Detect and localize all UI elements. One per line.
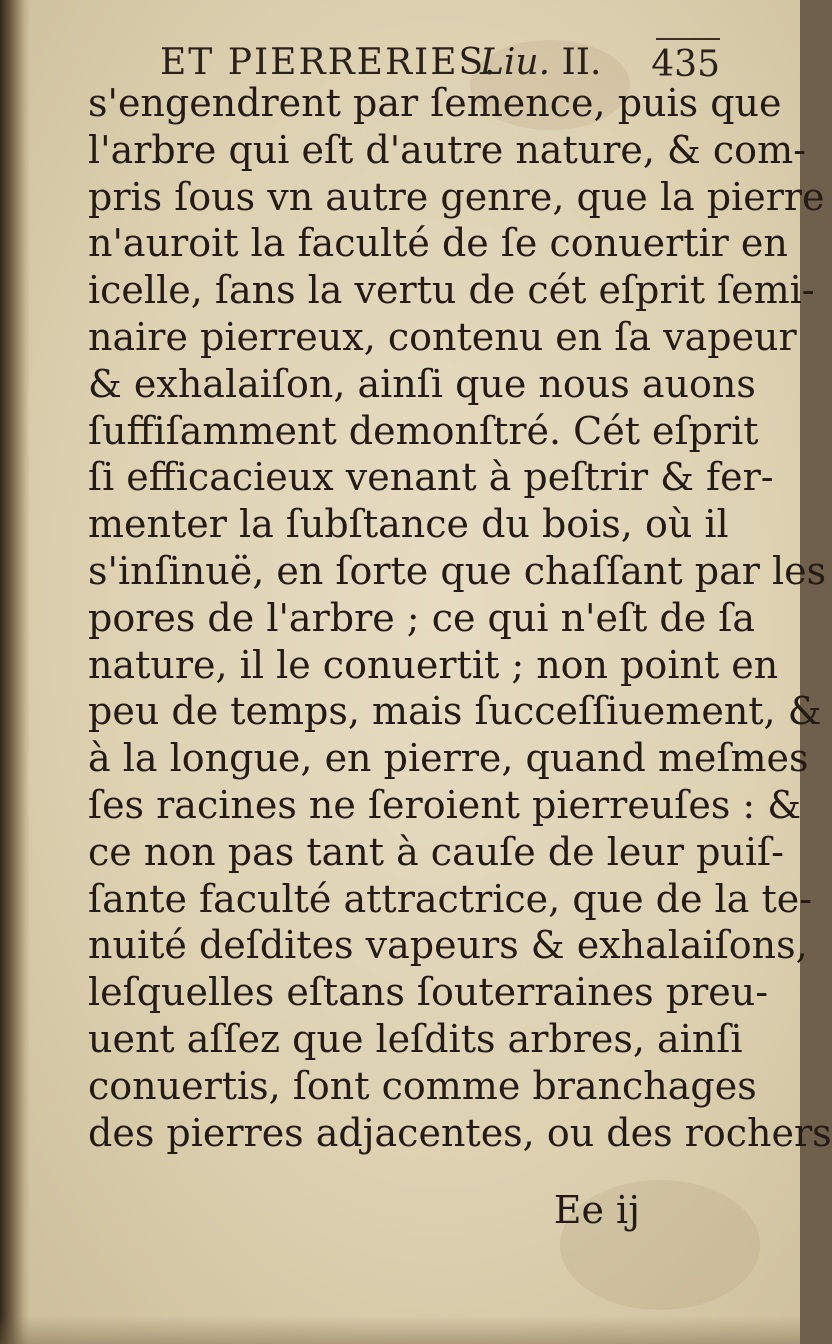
text-line: s'engendrent par ſemence, puis que bbox=[88, 81, 782, 125]
page-bottom-edge bbox=[0, 1316, 800, 1344]
book-number: II. bbox=[561, 42, 602, 83]
text-line: ſi efficacieux venant à peſtrir & fer- bbox=[88, 455, 774, 500]
text-line: pris ſous vn autre genre, que la pierre bbox=[88, 174, 825, 219]
text-line: naire pierreux, contenu en ſa vapeur bbox=[88, 314, 797, 359]
catchword: Ee ij bbox=[553, 1188, 640, 1232]
text-line: pores de l'arbre ; ce qui n'eſt de ſa bbox=[88, 595, 756, 640]
text-line: ſante faculté attractrice, que de la te- bbox=[88, 876, 813, 921]
text-line: nature, il le conuertit ; non point en bbox=[88, 642, 779, 687]
text-line: leſquelles eſtans ſouterraines preu- bbox=[88, 970, 769, 1015]
text-line: & exhalaiſon, ainſi que nous auons bbox=[88, 361, 756, 406]
text-line: conuertis, ſont comme branchages bbox=[88, 1063, 757, 1108]
text-line: ſuffiſamment demonſtré. Cét eſprit bbox=[88, 408, 759, 453]
text-line: uent aſſez que leſdits arbres, ainſi bbox=[88, 1016, 743, 1061]
text-line: menter la ſubſtance du bois, où il bbox=[88, 502, 729, 547]
book-label: Liu. bbox=[480, 42, 551, 83]
text-line: des pierres adjacentes, ou des rochers bbox=[88, 1110, 832, 1155]
binding-gutter-shadow bbox=[0, 0, 30, 1344]
body-text bbox=[88, 80, 832, 1156]
text-line: ſes racines ne ſeroient pierreuſes : & bbox=[88, 782, 802, 827]
text-line: icelle, ſans la vertu de cét eſprit ſemi- bbox=[88, 268, 815, 313]
text-line: à la longue, en pierre, quand meſmes bbox=[88, 736, 809, 781]
text-line: ce non pas tant à cauſe de leur puiſ- bbox=[88, 829, 784, 874]
text-line: nuité deſdites vapeurs & exhalaiſons, bbox=[88, 923, 808, 968]
text-line: l'arbre qui eſt d'autre nature, & com- bbox=[88, 127, 806, 172]
running-head: ET PIERRERIES. bbox=[160, 42, 498, 83]
text-line: peu de temps, mais ſucceſſiuement, & bbox=[88, 689, 822, 734]
text-line: n'auroit la faculté de ſe conuertir en bbox=[88, 221, 788, 266]
book-reference bbox=[480, 42, 601, 83]
page-number: 435 bbox=[651, 44, 720, 85]
text-line: s'inſinuë, en ſorte que chaſſant par les bbox=[88, 548, 827, 593]
folio-rule bbox=[656, 38, 720, 40]
